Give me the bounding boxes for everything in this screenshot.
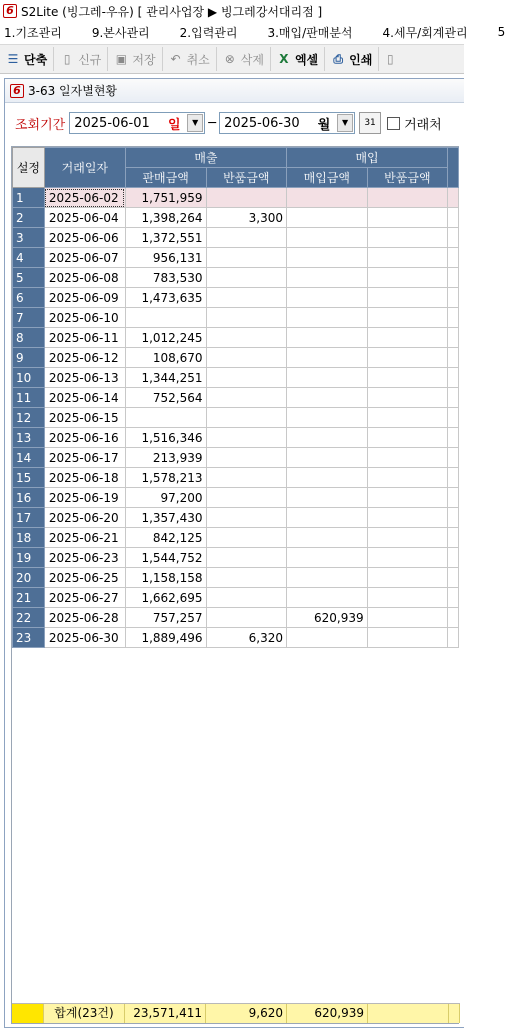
print-button[interactable] <box>325 47 379 71</box>
table-row[interactable] <box>13 208 459 228</box>
extra-cell[interactable] <box>448 488 459 508</box>
purchase-return-cell[interactable] <box>367 308 448 328</box>
sales-return-cell[interactable] <box>206 568 287 588</box>
date-cell[interactable]: 2025-06-12 <box>44 348 125 368</box>
row-number[interactable]: 16 <box>13 488 45 508</box>
row-number[interactable]: 3 <box>13 228 45 248</box>
date-cell[interactable]: 2025-06-11 <box>44 328 125 348</box>
purchase-amount-cell[interactable] <box>287 208 368 228</box>
row-number[interactable]: 21 <box>13 588 45 608</box>
table-row[interactable] <box>13 528 459 548</box>
menu-input[interactable]: 2.입력관리 <box>179 25 238 40</box>
purchase-amount-cell[interactable] <box>287 528 368 548</box>
purchase-amount-cell[interactable] <box>287 268 368 288</box>
row-number[interactable]: 10 <box>13 368 45 388</box>
cancel-label: 취소 <box>186 52 210 67</box>
sales-return-cell[interactable] <box>206 288 287 308</box>
date-cell[interactable]: 2025-06-18 <box>44 468 125 488</box>
print-label: 인쇄 <box>349 52 373 67</box>
sales-amount-cell[interactable]: 1,889,496 <box>125 628 206 648</box>
delete-label: 삭제 <box>240 52 264 67</box>
purchase-return-header[interactable]: 반품금액 <box>367 168 448 188</box>
extra-cell[interactable] <box>448 508 459 528</box>
purchase-amount-cell[interactable]: 620,939 <box>287 608 368 628</box>
sales-return-cell[interactable] <box>206 528 287 548</box>
undo-icon: ↶ <box>170 52 181 66</box>
table-row[interactable] <box>13 508 459 528</box>
period-label: 조회기간 <box>15 117 66 133</box>
window-logo-icon: 6 <box>10 84 24 98</box>
save-icon: ▣ <box>115 52 128 66</box>
sales-amount-cell[interactable]: 1,344,251 <box>125 368 206 388</box>
purchase-amount-cell[interactable] <box>287 188 368 208</box>
table-row[interactable] <box>13 228 459 248</box>
date-cell[interactable]: 2025-06-23 <box>44 548 125 568</box>
purchase-return-cell[interactable] <box>367 368 448 388</box>
purchase-group-header: 매입 <box>287 148 448 168</box>
purchase-amount-cell[interactable] <box>287 308 368 328</box>
date-cell[interactable]: 2025-06-14 <box>44 388 125 408</box>
sales-amount-cell[interactable]: 783,530 <box>125 268 206 288</box>
totals-row <box>12 1003 460 1023</box>
date-separator: ─ <box>208 115 217 131</box>
sales-return-cell[interactable] <box>206 588 287 608</box>
purchase-amount-cell[interactable] <box>287 388 368 408</box>
purchase-return-cell[interactable] <box>367 328 448 348</box>
row-number[interactable]: 5 <box>13 268 45 288</box>
date-cell[interactable]: 2025-06-06 <box>44 228 125 248</box>
toolbar <box>0 44 464 74</box>
extra-cell[interactable] <box>448 228 459 248</box>
purchase-amount-cell[interactable] <box>287 408 368 428</box>
row-number[interactable]: 15 <box>13 468 45 488</box>
to-date-field[interactable] <box>219 112 355 134</box>
shortcut-button[interactable] <box>0 47 54 71</box>
sales-amount-cell[interactable]: 1,516,346 <box>125 428 206 448</box>
table-row[interactable] <box>13 568 459 588</box>
table-row[interactable] <box>13 408 459 428</box>
overflow-button[interactable] <box>379 47 405 71</box>
sales-amount-cell[interactable]: 842,125 <box>125 528 206 548</box>
menu-bar <box>0 22 505 42</box>
from-date-dropdown-icon[interactable]: ▼ <box>187 114 203 132</box>
extra-cell[interactable] <box>448 208 459 228</box>
calendar-icon: 31 <box>364 118 376 128</box>
table-row[interactable] <box>13 588 459 608</box>
menu-tax-accounting[interactable]: 4.세무/회계관리 <box>382 25 468 40</box>
table-row[interactable] <box>13 608 459 628</box>
save-label: 저장 <box>132 52 156 67</box>
date-header[interactable]: 거래일자 <box>44 148 125 188</box>
purchase-return-cell[interactable] <box>367 188 448 208</box>
setting-header[interactable]: 설정 <box>13 148 45 188</box>
menu-purchase-sales-analysis[interactable]: 3.매입/판매분석 <box>267 25 353 40</box>
from-date-value: 2025-06-01 <box>74 115 150 131</box>
extra-header <box>448 148 459 188</box>
new-label: 신규 <box>78 52 102 67</box>
sales-group-header: 매출 <box>125 148 286 168</box>
purchase-return-cell[interactable] <box>367 608 448 628</box>
purchase-return-cell[interactable] <box>367 268 448 288</box>
purchase-amount-cell[interactable] <box>287 488 368 508</box>
excel-label: 엑셀 <box>294 52 319 67</box>
sales-amount-cell[interactable]: 108,670 <box>125 348 206 368</box>
table-row[interactable] <box>13 488 459 508</box>
to-day-of-week: 월 <box>317 117 331 133</box>
sales-return-cell[interactable] <box>206 268 287 288</box>
report-window <box>4 78 464 1028</box>
row-number[interactable]: 7 <box>13 308 45 328</box>
extra-cell[interactable] <box>448 388 459 408</box>
customer-checkbox[interactable] <box>387 117 400 130</box>
purchase-return-cell[interactable] <box>367 288 448 308</box>
from-date-field[interactable] <box>69 112 205 134</box>
extra-cell[interactable] <box>448 248 459 268</box>
date-cell[interactable]: 2025-06-20 <box>44 508 125 528</box>
purchase-amount-header[interactable]: 매입금액 <box>287 168 368 188</box>
app-logo-icon: 6 <box>3 4 17 18</box>
totals-sales-return: 9,620 <box>206 1004 287 1023</box>
extra-cell[interactable] <box>448 448 459 468</box>
purchase-return-cell[interactable] <box>367 348 448 368</box>
row-number[interactable]: 19 <box>13 548 45 568</box>
row-number[interactable]: 6 <box>13 288 45 308</box>
sales-return-header[interactable]: 반품금액 <box>206 168 287 188</box>
extra-cell[interactable] <box>448 308 459 328</box>
purchase-amount-cell[interactable] <box>287 628 368 648</box>
purchase-return-cell[interactable] <box>367 628 448 648</box>
extra-cell[interactable] <box>448 368 459 388</box>
sales-return-cell[interactable] <box>206 548 287 568</box>
extra-cell[interactable] <box>448 408 459 428</box>
row-number[interactable]: 8 <box>13 328 45 348</box>
sales-amount-cell[interactable]: 1,578,213 <box>125 468 206 488</box>
extra-cell[interactable] <box>448 468 459 488</box>
sales-amount-cell[interactable]: 1,357,430 <box>125 508 206 528</box>
excel-button[interactable] <box>271 47 325 71</box>
extra-cell[interactable] <box>448 188 459 208</box>
row-number[interactable]: 18 <box>13 528 45 548</box>
purchase-return-cell[interactable] <box>367 528 448 548</box>
purchase-return-cell[interactable] <box>367 248 448 268</box>
purchase-amount-cell[interactable] <box>287 328 368 348</box>
delete-button[interactable] <box>217 47 271 71</box>
purchase-return-cell[interactable] <box>367 228 448 248</box>
date-cell[interactable]: 2025-06-21 <box>44 528 125 548</box>
report-window-titlebar <box>5 79 464 103</box>
purchase-amount-cell[interactable] <box>287 228 368 248</box>
sales-return-cell[interactable] <box>206 608 287 628</box>
excel-icon: X <box>279 52 289 66</box>
row-number[interactable]: 22 <box>13 608 45 628</box>
sales-return-cell[interactable] <box>206 308 287 328</box>
sales-amount-cell[interactable]: 956,131 <box>125 248 206 268</box>
sales-amount-cell[interactable]: 213,939 <box>125 448 206 468</box>
date-cell[interactable]: 2025-06-19 <box>44 488 125 508</box>
purchase-amount-cell[interactable] <box>287 368 368 388</box>
extra-cell[interactable] <box>448 288 459 308</box>
table-row[interactable] <box>13 268 459 288</box>
table-row[interactable] <box>13 348 459 368</box>
from-day-of-week: 일 <box>167 117 181 133</box>
table-row[interactable] <box>13 548 459 568</box>
sales-return-cell[interactable] <box>206 408 287 428</box>
extra-cell[interactable] <box>448 348 459 368</box>
purchase-return-cell[interactable] <box>367 488 448 508</box>
row-number[interactable]: 9 <box>13 348 45 368</box>
totals-sales-amount: 23,571,411 <box>125 1004 206 1023</box>
table-row[interactable] <box>13 368 459 388</box>
sales-amount-cell[interactable]: 1,012,245 <box>125 328 206 348</box>
extra-cell[interactable] <box>448 528 459 548</box>
extra-cell[interactable] <box>448 568 459 588</box>
purchase-return-cell[interactable] <box>367 448 448 468</box>
daily-status-grid <box>11 146 459 1024</box>
new-button[interactable] <box>54 47 108 71</box>
extra-cell[interactable] <box>448 268 459 288</box>
extra-cell[interactable] <box>448 588 459 608</box>
purchase-amount-cell[interactable] <box>287 548 368 568</box>
table-row[interactable] <box>13 428 459 448</box>
cancel-button[interactable] <box>163 47 217 71</box>
row-number[interactable]: 23 <box>13 628 45 648</box>
sales-amount-cell[interactable]: 1,398,264 <box>125 208 206 228</box>
row-number[interactable]: 13 <box>13 428 45 448</box>
to-date-dropdown-icon[interactable]: ▼ <box>337 114 353 132</box>
totals-purchase-return <box>368 1004 449 1023</box>
totals-purchase-amount: 620,939 <box>287 1004 368 1023</box>
sales-amount-cell[interactable]: 1,544,752 <box>125 548 206 568</box>
sales-return-cell[interactable] <box>206 428 287 448</box>
shortcut-label: 단축 <box>24 52 48 67</box>
date-cell[interactable]: 2025-06-02 <box>44 188 125 208</box>
purchase-return-cell[interactable] <box>367 568 448 588</box>
sales-return-cell[interactable]: 6,320 <box>206 628 287 648</box>
row-number[interactable]: 17 <box>13 508 45 528</box>
date-cell[interactable]: 2025-06-28 <box>44 608 125 628</box>
extra-cell[interactable] <box>448 328 459 348</box>
table-row[interactable] <box>13 308 459 328</box>
table-row[interactable] <box>13 628 459 648</box>
sales-return-cell[interactable] <box>206 188 287 208</box>
sales-return-cell[interactable] <box>206 328 287 348</box>
purchase-return-cell[interactable] <box>367 468 448 488</box>
row-number[interactable]: 4 <box>13 248 45 268</box>
row-number[interactable]: 12 <box>13 408 45 428</box>
date-cell[interactable]: 2025-06-13 <box>44 368 125 388</box>
menu-headquarters[interactable]: 9.본사관리 <box>91 25 150 40</box>
sales-amount-cell[interactable]: 1,473,635 <box>125 288 206 308</box>
sales-amount-cell[interactable]: 752,564 <box>125 388 206 408</box>
purchase-return-cell[interactable] <box>367 388 448 408</box>
purchase-return-cell[interactable] <box>367 208 448 228</box>
purchase-return-cell[interactable] <box>367 508 448 528</box>
date-cell[interactable]: 2025-06-17 <box>44 448 125 468</box>
purchase-amount-cell[interactable] <box>287 448 368 468</box>
sales-return-cell[interactable]: 3,300 <box>206 208 287 228</box>
date-cell[interactable]: 2025-06-04 <box>44 208 125 228</box>
date-cell[interactable]: 2025-06-27 <box>44 588 125 608</box>
app-title: S2Lite (빙그레-우유) [ 관리사업장 ▶ 빙그레강서대리점 ] <box>21 4 323 19</box>
purchase-amount-cell[interactable] <box>287 288 368 308</box>
search-bar <box>5 109 465 137</box>
purchase-amount-cell[interactable] <box>287 588 368 608</box>
purchase-amount-cell[interactable] <box>287 508 368 528</box>
menu-more[interactable]: 5 <box>497 25 505 39</box>
date-cell[interactable]: 2025-06-16 <box>44 428 125 448</box>
table-row[interactable] <box>13 328 459 348</box>
delete-icon: ⊗ <box>224 52 235 66</box>
table-row[interactable] <box>13 388 459 408</box>
sales-return-cell[interactable] <box>206 388 287 408</box>
customer-checkbox-label: 거래처 <box>404 117 442 133</box>
extra-cell[interactable] <box>448 548 459 568</box>
table-row[interactable] <box>13 288 459 308</box>
date-cell[interactable]: 2025-06-25 <box>44 568 125 588</box>
date-cell[interactable]: 2025-06-10 <box>44 308 125 328</box>
new-document-icon: ▯ <box>63 52 71 66</box>
table-row[interactable] <box>13 448 459 468</box>
overflow-icon: ▯ <box>387 52 394 66</box>
purchase-amount-cell[interactable] <box>287 248 368 268</box>
grid-body <box>13 188 459 648</box>
sales-return-cell[interactable] <box>206 508 287 528</box>
purchase-amount-cell[interactable] <box>287 428 368 448</box>
row-number[interactable]: 11 <box>13 388 45 408</box>
extra-cell[interactable] <box>448 428 459 448</box>
window-title: 3-63 일자별현황 <box>28 84 118 98</box>
totals-label: 합계(23건) <box>44 1004 125 1023</box>
totals-extra <box>449 1004 460 1023</box>
menu-basic[interactable]: 1.기조관리 <box>4 25 62 40</box>
sales-amount-cell[interactable] <box>125 408 206 428</box>
extra-cell[interactable] <box>448 628 459 648</box>
sales-return-cell[interactable] <box>206 348 287 368</box>
sales-amount-cell[interactable] <box>125 308 206 328</box>
sales-amount-cell[interactable]: 1,662,695 <box>125 588 206 608</box>
purchase-return-cell[interactable] <box>367 548 448 568</box>
sales-return-cell[interactable] <box>206 248 287 268</box>
date-cell[interactable]: 2025-06-15 <box>44 408 125 428</box>
sales-return-cell[interactable] <box>206 368 287 388</box>
purchase-return-cell[interactable] <box>367 428 448 448</box>
date-cell[interactable]: 2025-06-07 <box>44 248 125 268</box>
data-table <box>12 147 459 648</box>
purchase-return-cell[interactable] <box>367 408 448 428</box>
save-button[interactable] <box>108 47 162 71</box>
sales-amount-header[interactable]: 판매금액 <box>125 168 206 188</box>
sales-return-cell[interactable] <box>206 228 287 248</box>
sales-amount-cell[interactable]: 97,200 <box>125 488 206 508</box>
row-number[interactable]: 14 <box>13 448 45 468</box>
totals-marker <box>12 1004 44 1023</box>
sales-amount-cell[interactable]: 1,372,551 <box>125 228 206 248</box>
date-cell[interactable]: 2025-06-09 <box>44 288 125 308</box>
sales-return-cell[interactable] <box>206 488 287 508</box>
list-icon: ☰ <box>7 52 19 66</box>
date-cell[interactable]: 2025-06-30 <box>44 628 125 648</box>
sales-amount-cell[interactable]: 757,257 <box>125 608 206 628</box>
to-date-value: 2025-06-30 <box>224 115 300 131</box>
sales-amount-cell[interactable]: 1,158,158 <box>125 568 206 588</box>
row-number[interactable]: 20 <box>13 568 45 588</box>
purchase-amount-cell[interactable] <box>287 568 368 588</box>
app-title-bar <box>0 0 464 22</box>
row-number[interactable]: 2 <box>13 208 45 228</box>
sales-return-cell[interactable] <box>206 468 287 488</box>
table-row[interactable] <box>13 248 459 268</box>
purchase-amount-cell[interactable] <box>287 348 368 368</box>
print-icon: ⎙ <box>333 52 343 66</box>
date-cell[interactable]: 2025-06-08 <box>44 268 125 288</box>
calendar-button[interactable] <box>359 112 381 134</box>
purchase-amount-cell[interactable] <box>287 468 368 488</box>
row-number[interactable]: 1 <box>13 188 45 208</box>
table-row[interactable] <box>13 188 459 208</box>
sales-return-cell[interactable] <box>206 448 287 468</box>
purchase-return-cell[interactable] <box>367 588 448 608</box>
table-row[interactable] <box>13 468 459 488</box>
sales-amount-cell[interactable]: 1,751,959 <box>125 188 206 208</box>
extra-cell[interactable] <box>448 608 459 628</box>
